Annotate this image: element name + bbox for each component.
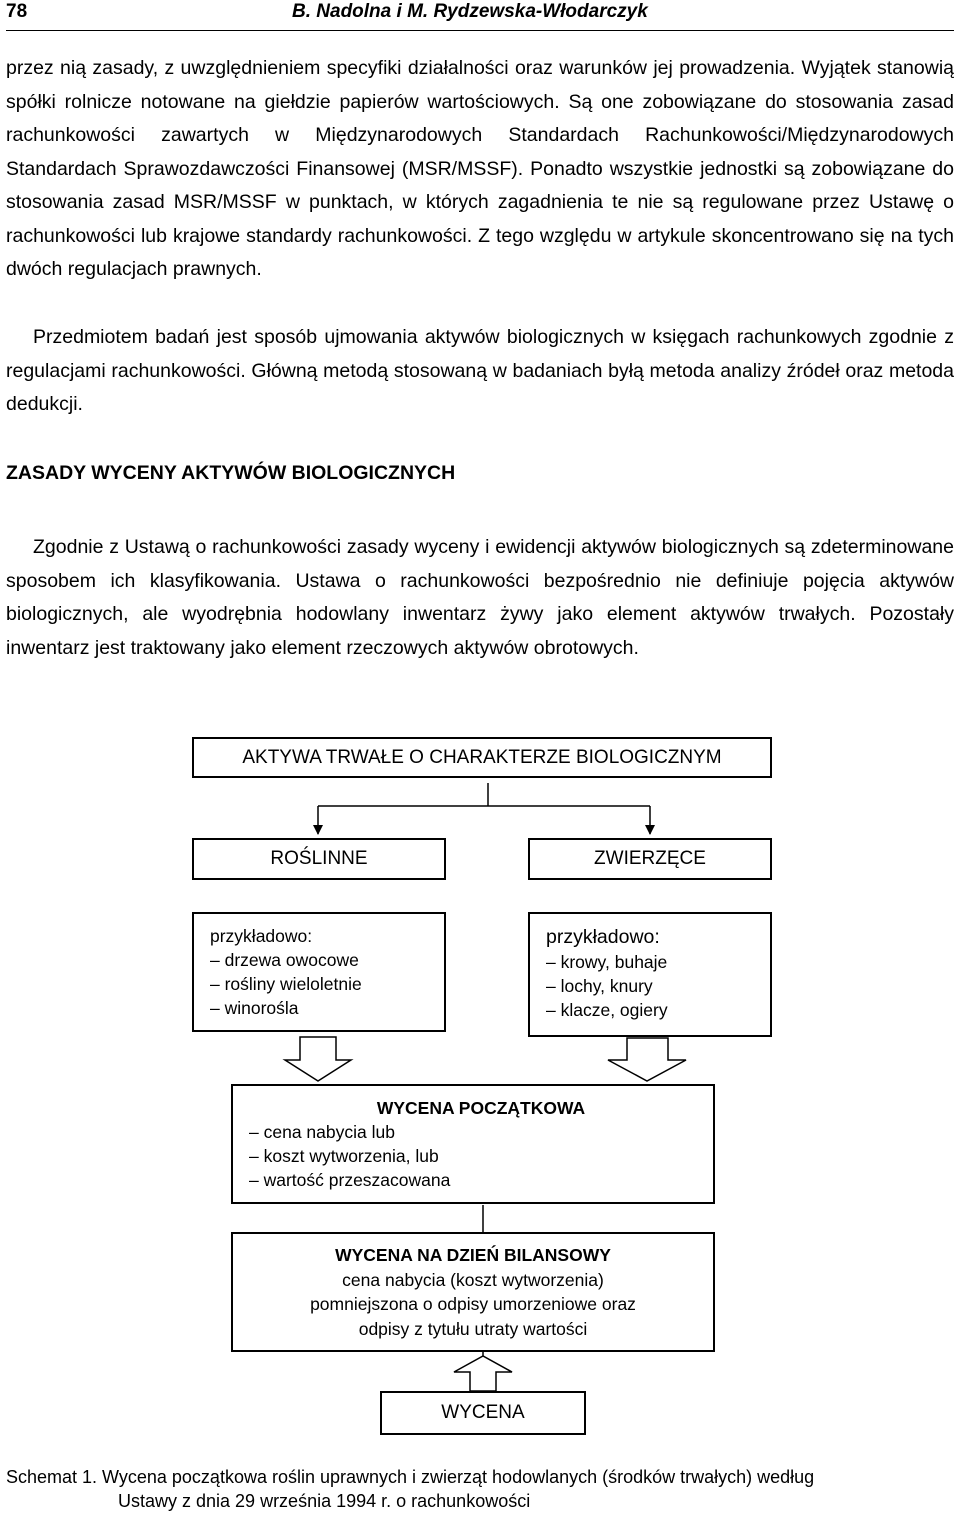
page-header bbox=[6, 0, 954, 31]
running-head: B. Nadolna i M. Rydzewska-Włodarczyk bbox=[292, 1, 648, 22]
initial-valuation-item: – wartość przeszacowana bbox=[249, 1168, 713, 1192]
paragraph-3: Zgodnie z Ustawą o rachunkowości zasady wyceny i ewidencji aktywów biologicznych są zdeterminowane sposobem ich klasyfikowania. Ustawa o rachunkowości bezpośrednio nie definiuje pojęcia aktywów biologicznych, ale wyodrębnia hodowlany inwentarz żywy jako element aktywów trwałych. Pozostały inwentarz jest traktowany jako element rzeczowych aktywów obrotowych. bbox=[6, 536, 954, 659]
animals-box: ZWIERZĘCE bbox=[528, 838, 772, 880]
balance-sheet-valuation-line: cena nabycia (koszt wytworzenia) bbox=[342, 1269, 604, 1290]
animals-example-item: – klacze, ogiery bbox=[546, 998, 770, 1022]
plants-examples-lead: przykładowo: bbox=[210, 926, 313, 946]
initial-valuation-title: WYCENA POCZĄTKOWA bbox=[376, 1098, 586, 1118]
caption-line-2: Ustawy z dnia 29 września 1994 r. o rachunkowości bbox=[118, 1491, 531, 1511]
initial-valuation-item: – koszt wytworzenia, lub bbox=[249, 1144, 713, 1168]
animals-examples-box bbox=[528, 912, 772, 1037]
valuation-box: WYCENA bbox=[380, 1391, 586, 1435]
plants-example-item: – rośliny wieloletnie bbox=[210, 972, 444, 996]
balance-sheet-valuation-box bbox=[231, 1232, 715, 1352]
paragraph-2: Przedmiotem badań jest sposób ujmowania aktywów biologicznych w księgach rachunkowych zgodnie z regulacjami rachunkowości. Główną metodą stosowaną w badaniach byłą metoda analizy źródeł oraz metoda dedukcji. bbox=[6, 326, 954, 415]
animals-example-item: – lochy, knury bbox=[546, 974, 770, 998]
animals-examples-lead: przykładowo: bbox=[546, 926, 660, 948]
balance-sheet-valuation-title: WYCENA NA DZIEŃ BILANSOWY bbox=[335, 1245, 611, 1265]
figure-caption bbox=[6, 1465, 954, 1513]
initial-valuation-box bbox=[231, 1084, 715, 1204]
initial-valuation-item: – cena nabycia lub bbox=[249, 1120, 713, 1144]
plants-example-item: – winorośla bbox=[210, 996, 444, 1020]
animals-example-item: – krowy, buhaje bbox=[546, 950, 770, 974]
block-arrow-up bbox=[454, 1356, 512, 1391]
caption-line-1: Schemat 1. Wycena początkowa roślin uprawnych i zwierząt hodowlanych (środków trwałych) według bbox=[6, 1467, 815, 1487]
plants-example-item: – drzewa owocowe bbox=[210, 948, 444, 972]
biological-assets-box: AKTYWA TRWAŁE O CHARAKTERZE BIOLOGICZNYM bbox=[192, 737, 772, 778]
page-number: 78 bbox=[6, 1, 28, 22]
paragraph-1: przez nią zasady, z uwzględnieniem specyfiki działalności oraz warunków jej prowadzenia. Wyjątek stanowią spółki rolnicze notowane na giełdzie papierów wartościowych. Są one zobowiązane do stosowania zasad rachunkowości zawartych w Międzynarodowych Standardach Rachunkowości/Międzynarodowych Standardach Sprawozdawczości Finansowej (MSR/MSSF). Ponadto wszystkie jednostki są zobowiązane do stosowania zasad MSR/MSSF w punktach, w których zagadnienia te nie są regulowane przez Ustawę o rachunkowości lub krajowe standardy rachunkowości. Z tego względu w artykule skoncentrowano się na tych dwóch regulacjach prawnych. bbox=[6, 57, 954, 280]
block-arrow-animals bbox=[608, 1038, 686, 1081]
block-arrow-plants bbox=[285, 1037, 351, 1081]
section-heading: ZASADY WYCENY AKTYWÓW BIOLOGICZNYCH bbox=[6, 462, 456, 484]
balance-sheet-valuation-line: odpisy z tytułu utraty wartości bbox=[358, 1318, 588, 1339]
plants-box: ROŚLINNE bbox=[192, 838, 446, 880]
plants-examples-box bbox=[192, 912, 446, 1032]
balance-sheet-valuation-line: pomniejszona o odpisy umorzeniowe oraz bbox=[310, 1294, 636, 1314]
